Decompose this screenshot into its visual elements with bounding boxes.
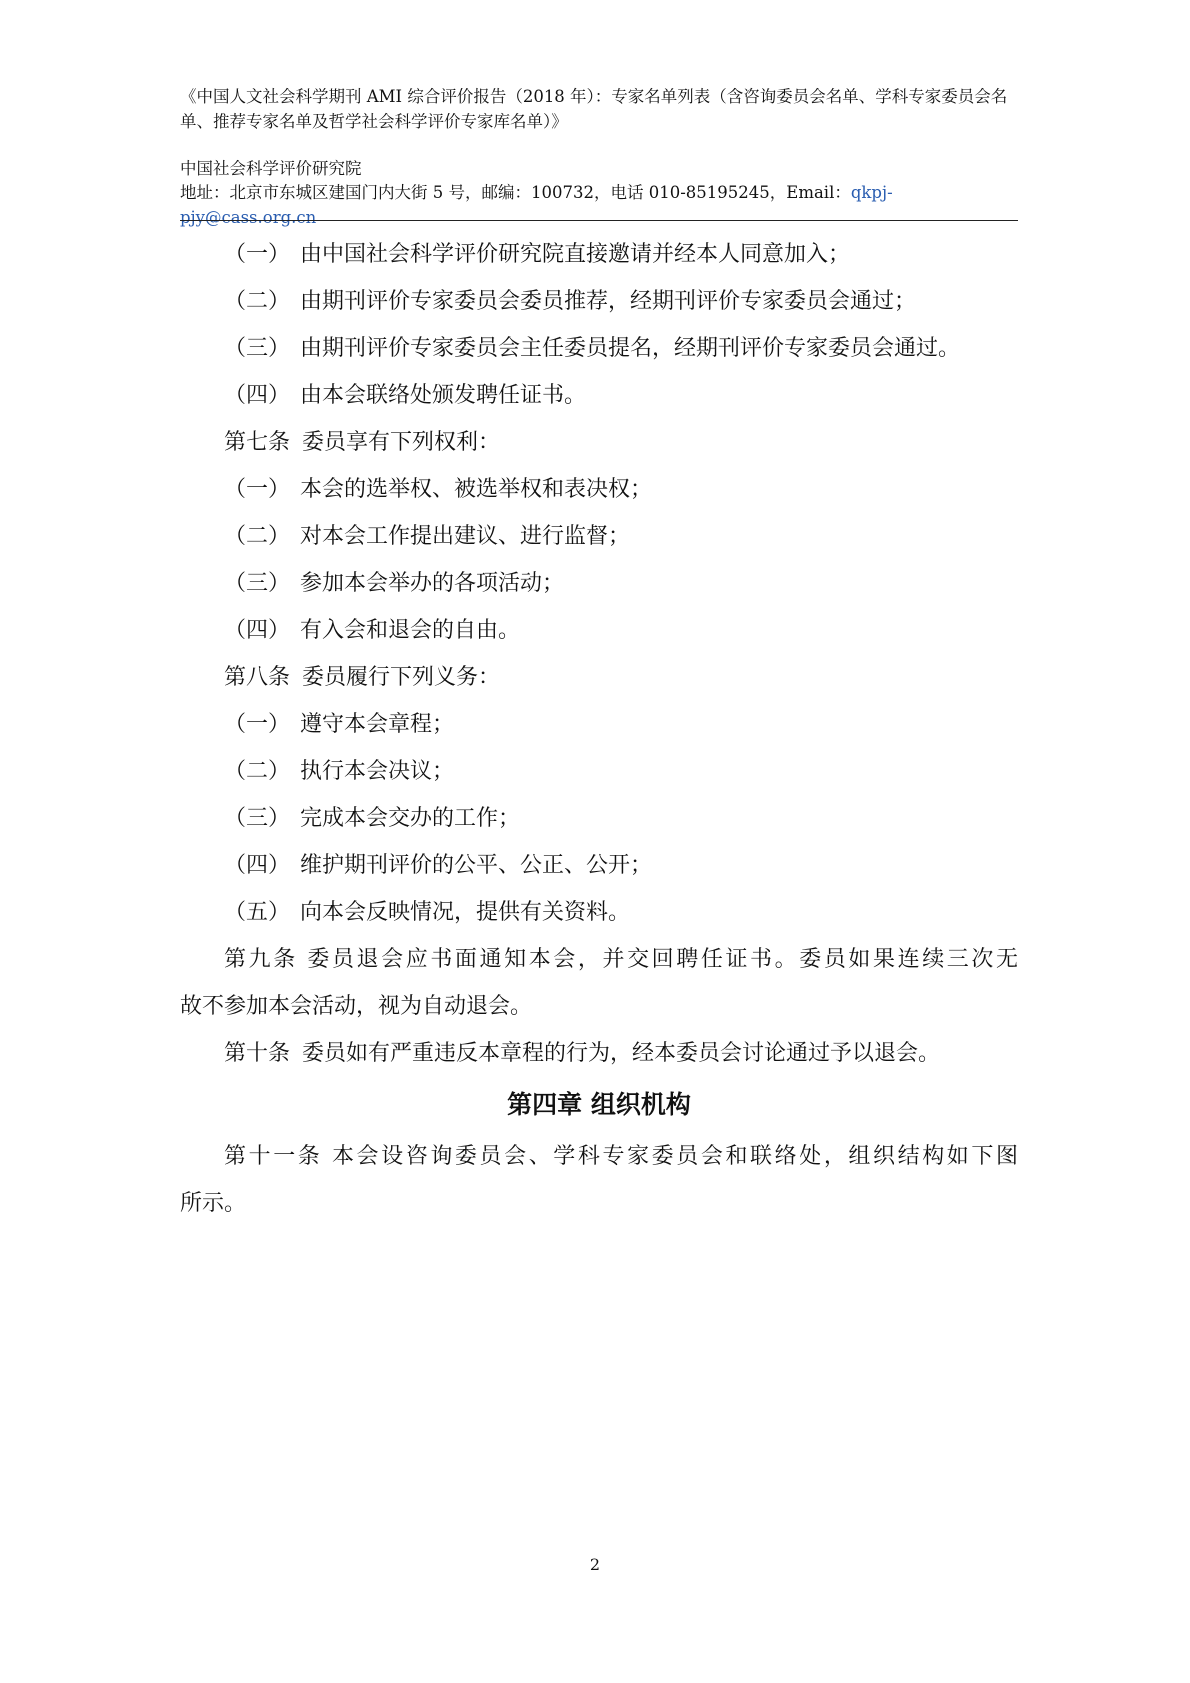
article-label: 第八条 xyxy=(224,665,291,690)
article-text: 委员如有严重违反本章程的行为，经本委员会讨论通过予以退会。 xyxy=(302,1041,941,1066)
item-text: 参加本会举办的各项活动； xyxy=(300,571,565,596)
article-11-line-1: 第十一条 本会设咨询委员会、学科专家委员会和联络处，组织结构如下图 xyxy=(224,1144,1018,1169)
item-number: （一） xyxy=(224,477,291,502)
item-text: 由期刊评价专家委员会主任委员提名，经期刊评价专家委员会通过。 xyxy=(300,336,961,361)
header-divider xyxy=(180,220,1018,221)
address-text: 地址：北京市东城区建国门内大街 5 号，邮编：100732，电话 010-85195245，Email： xyxy=(180,183,851,202)
list-item xyxy=(180,372,1018,419)
item-number: （四） xyxy=(224,853,291,878)
list-item xyxy=(180,513,1018,560)
article-text: 委员享有下列权利： xyxy=(302,430,501,455)
header-address xyxy=(180,180,1018,230)
document-body xyxy=(180,231,1018,1227)
article-8 xyxy=(180,654,1018,701)
list-item xyxy=(180,607,1018,654)
item-number: （三） xyxy=(224,336,291,361)
item-text: 由中国社会科学评价研究院直接邀请并经本人同意加入； xyxy=(300,242,851,267)
header-org: 中国社会科学评价研究院 xyxy=(180,159,362,178)
item-number: （一） xyxy=(224,712,291,737)
page-number: 2 xyxy=(589,1555,601,1574)
item-text: 向本会反映情况，提供有关资料。 xyxy=(300,900,631,925)
list-item xyxy=(180,889,1018,936)
item-text: 遵守本会章程； xyxy=(300,712,455,737)
list-item xyxy=(180,278,1018,325)
item-text: 由期刊评价专家委员会委员推荐，经期刊评价专家委员会通过； xyxy=(300,289,917,314)
list-item xyxy=(180,795,1018,842)
item-number: （二） xyxy=(224,289,291,314)
list-item xyxy=(180,701,1018,748)
item-text: 本会的选举权、被选举权和表决权； xyxy=(300,477,653,502)
list-item xyxy=(180,231,1018,278)
chapter-heading: 第四章 组织机构 xyxy=(507,1090,691,1119)
item-number: （三） xyxy=(224,806,291,831)
item-text: 有入会和退会的自由。 xyxy=(300,618,521,643)
email-link[interactable]: qkpj-pjy@cass.org.cn xyxy=(180,183,893,227)
article-10 xyxy=(180,1030,1018,1077)
item-number: （一） xyxy=(224,242,291,267)
article-text: 委员履行下列义务： xyxy=(302,665,501,690)
article-7 xyxy=(180,419,1018,466)
item-text: 执行本会决议； xyxy=(300,759,455,784)
item-number: （二） xyxy=(224,524,291,549)
item-number: （四） xyxy=(224,383,291,408)
item-text: 由本会联络处颁发聘任证书。 xyxy=(300,383,587,408)
article-9-line-1: 第九条 委员退会应书面通知本会，并交回聘任证书。委员如果连续三次无 xyxy=(224,947,1018,972)
article-11-line-2: 所示。 xyxy=(180,1191,247,1216)
article-label: 第十条 xyxy=(224,1041,291,1066)
list-item xyxy=(180,842,1018,889)
item-number: （五） xyxy=(224,900,291,925)
article-9-line-2: 故不参加本会活动，视为自动退会。 xyxy=(180,994,533,1019)
item-text: 对本会工作提出建议、进行监督； xyxy=(300,524,631,549)
article-label: 第七条 xyxy=(224,430,291,455)
header-title: 《中国人文社会科学期刊 AMI 综合评价报告（2018 年）：专家名单列表（含咨询委员会名单、学科专家委员会名单、推荐专家名单及哲学社会科学评价专家库名单）》 xyxy=(180,87,1008,131)
item-text: 维护期刊评价的公平、公正、公开； xyxy=(300,853,653,878)
item-number: （三） xyxy=(224,571,291,596)
list-item xyxy=(180,748,1018,795)
list-item xyxy=(180,325,1018,372)
item-number: （二） xyxy=(224,759,291,784)
item-text: 完成本会交办的工作； xyxy=(300,806,521,831)
item-number: （四） xyxy=(224,618,291,643)
list-item xyxy=(180,466,1018,513)
list-item xyxy=(180,560,1018,607)
